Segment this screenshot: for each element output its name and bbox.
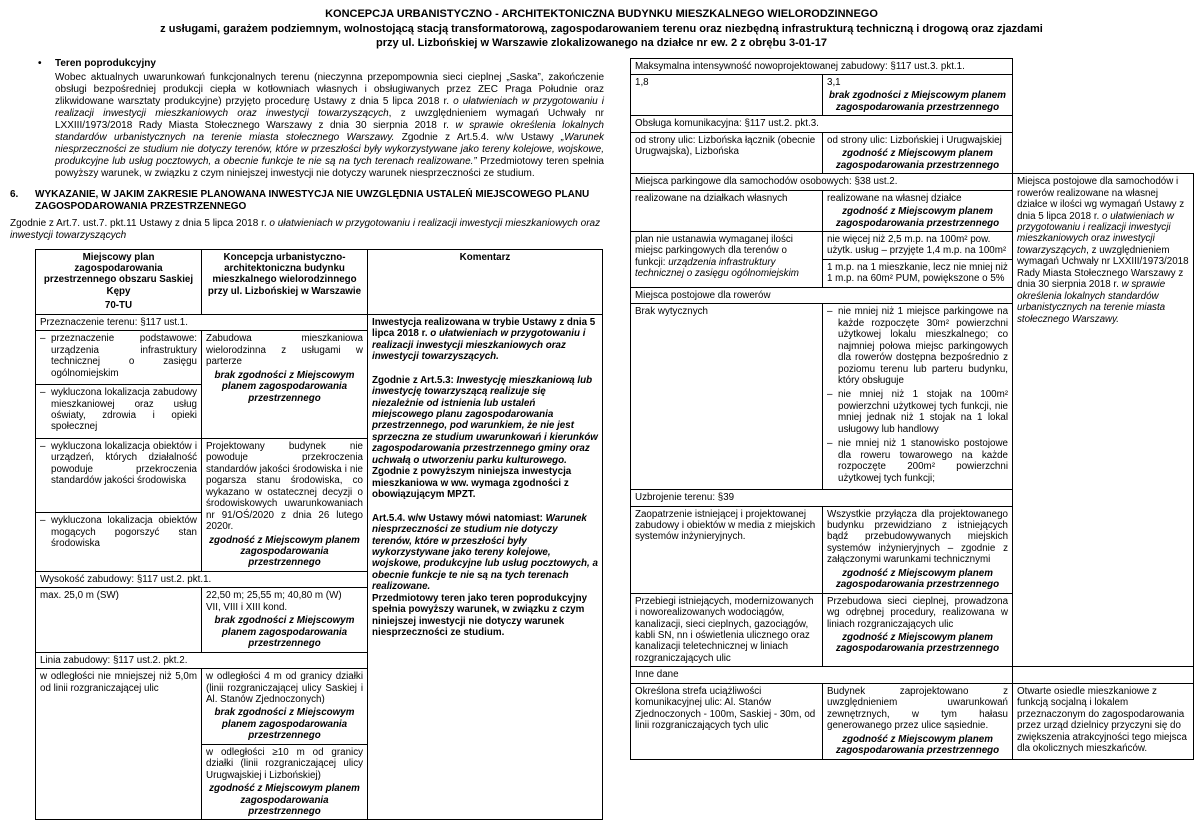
koncepcja-cell: [823, 132, 1013, 173]
section-label-rowery: Miejsca postojowe dla rowerów: [631, 287, 1013, 303]
komentarz-italic: o ułatwieniach w przygotowaniu i realizacji inwestycji mieszkaniowych oraz inwestycji towarzyszących: [1017, 210, 1174, 256]
table-row: [631, 132, 1194, 173]
koncepcja-heights: 22,50 m; 25,55 m; 40,80 m (W): [206, 590, 342, 602]
koncepcja-cell: [823, 683, 1013, 759]
section-row-intensywnosc: [631, 58, 1194, 74]
koncepcja-text: w odległości 4 m od granicy działki (linii rozgraniczającej ulicy Saskiej i Al. Stanów Zjednoczonych): [206, 671, 363, 705]
plan-requirement-cell: Brak wytycznych: [631, 304, 823, 490]
section-label-przeznaczenie: Przeznaczenie terenu: §117 ust.1.: [36, 314, 368, 330]
komentarz-italic: Inwestycję mieszkaniową lub inwestycję towarzyszącą realizuje się niezależnie od istnienia lub ustaleń miejscowego planu zagospodarowania przestrzennego, pod warunkiem, że nie jest sprzeczna ze studium uwarunkowań i kierunków zagospodarowania przestrzennego gminy oraz uchwałą o utworzeniu parku kulturowego.: [372, 374, 598, 466]
verdict-brak-zgodnosci: brak zgodności z Miejscowym planem zagospodarowania przestrzennego: [214, 707, 355, 742]
paragraph-text-2: , z uwzględnieniem wymagań Uchwały nr LXXIII/1973/2018 Rady Miasta Stołecznego Warszawy z dnia 30 sierpnia 2018 r.: [55, 107, 604, 131]
koncepcja-cell: [823, 75, 1013, 116]
komentarz-paragraph-2: [372, 375, 598, 467]
koncepcja-storeys: VII, VIII i XIII kond.: [206, 601, 288, 613]
komentarz-parkingowe-text: [1017, 176, 1189, 325]
verdict-zgodnosc: zgodność z Miejscowym planem zagospodarowania przestrzennego: [835, 632, 1000, 655]
section-row-parkingowe: [631, 174, 1194, 190]
table-header-row: [36, 249, 603, 314]
section-label-linia: Linia zabudowy: §117 ust.2. pkt.2.: [36, 652, 368, 668]
plan-requirement-cell: [36, 513, 202, 572]
plan-requirement-item: – wykluczona lokalizacja obiektów i urządzeń, których działalność powoduje przekroczenia standardów jakości środowiska: [40, 441, 197, 487]
komentarz-text: Inwestycja realizowana w trybie Ustawy z dnia 5 lipca 2018 r.: [372, 316, 596, 340]
plan-requirement-cell: [631, 190, 823, 231]
koncepcja-list-item: – nie mniej niż 1 miejsce parkingowe na każde rozpoczęte 30m² powierzchni użytkowej lokalu mieszkalnego; co najmniej połowa miejsc parkingowych dla rowerów dostępna bezpośrednio z poziomu terenu lub parteru budynku, który obsługuje: [827, 306, 1008, 386]
koncepcja-cell: nie więcej niż 2,5 m.p. na 100m² pow. użytk. usług – przyjęte 1,4 m.p. na 100m²: [823, 231, 1013, 259]
plan-requirement-text: plan nie ustanawia wymaganej ilości miejsc parkingowych dla terenów o funkcji:: [635, 233, 793, 268]
koncepcja-text: Wszystkie przyłącza dla projektowanego budynku przewidziano z istniejących bądź przebudowywanych miejskich systemów inżynieryjnych – zgodnie z załączonymi warunkami technicznymi: [827, 508, 1009, 566]
table-row: [631, 75, 1194, 116]
column-header-komentarz: Komentarz: [368, 249, 603, 314]
teren-poprodukcyjny-heading: [38, 58, 604, 70]
paragraph-text-3: Zgodnie z Art.5.4. w/w Ustawy: [394, 131, 561, 143]
plan-requirement-cell: Określona strefa uciążliwości komunikacyjnej ulic: Al. Stanów Zjednoczonych - 100m, Saskiej - 30m, od linii rozgraniczających tych ulic: [631, 683, 823, 759]
verdict-brak-zgodnosci: brak zgodności z Miejscowym planem zagospodarowania przestrzennego: [829, 90, 1006, 113]
teren-poprodukcyjny-paragraph: [55, 72, 604, 180]
section-6-number: 6.: [10, 188, 19, 200]
section-row-komunikacja: [631, 116, 1194, 132]
komentarz-inne-dane-cell: Otwarte osiedle mieszkaniowe z funkcją socjalną i lokalem przeznaczonym do zagospodarowania przez urząd dzielnicy przyczyni się do zwiększenia atrakcyjności tego miejsca dla okolicznych mieszkańców.: [1013, 683, 1194, 759]
teren-poprodukcyjny-title: Teren poprodukcyjny: [55, 57, 156, 69]
column-header-koncepcja: Koncepcja urbanistyczno-architektoniczna budynku mieszkalnego wielorodzinnego przy ul. Lizbońskiej w Warszawie: [202, 249, 368, 314]
komentarz-text: , z uwzględnieniem wymagań Uchwały nr LXXIII/1973/2018 Rady Miasta Stołecznego Warszawy z dnia 30 sierpnia 2018 r.: [1017, 244, 1189, 291]
header-line-2: z usługami, garażem podziemnym, wolnostojącą stacją transformatorową, zagospodarowaniem terenu oraz niezbędną infrastrukturą techniczną i drogową oraz zjazdami: [160, 22, 1043, 35]
verdict-zgodnosc: zgodność z Miejscowym planem zagospodarowania przestrzennego: [835, 567, 1000, 591]
section-label-komunikacja: Obsługa komunikacyjna: §117 ust.2. pkt.3.: [631, 116, 1013, 132]
table-row: [631, 683, 1194, 759]
komentarz-cell: [368, 314, 603, 820]
koncepcja-cell: [202, 588, 368, 652]
koncepcja-list-item: – nie mniej niż 1 stojak na 100m² powierzchni użytkowej tych funkcji, nie mniej jednak niż 1 stojak na 1 lokal usługowy lub handlowy: [827, 389, 1008, 435]
verdict-zgodnosc: zgodność z Miejscowym planem zagospodarowania przestrzennego: [209, 783, 360, 818]
plan-requirement-item: – wykluczona lokalizacja zabudowy mieszkaniowej oraz usług oświaty, zdrowia i opieki społecznej: [40, 387, 197, 433]
bullet-icon: •: [38, 57, 42, 69]
koncepcja-list-item: – nie mniej niż 1 stanowisko postojowe dla roweru towarowego na każde rozpoczęte 200m² powierzchni użytkowej tych funkcji;: [827, 438, 1008, 484]
document-header: [10, 7, 1193, 51]
verdict-zgodnosc: zgodność z Miejscowym planem zagospodarowania przestrzennego: [835, 733, 1000, 757]
komentarz-parkingowe-cell: [1013, 174, 1194, 667]
koncepcja-text: realizowane na własnej działce: [827, 192, 962, 204]
komentarz-empty-cell: [1013, 667, 1194, 683]
plan-header-text: Miejscowy plan zagospodarowania przestrzennego obszaru Saskiej Kępy: [43, 251, 194, 297]
mpzp-comparison-table-left: [35, 249, 603, 821]
verdict-brak-zgodnosci: brak zgodności z Miejscowym planem zagospodarowania przestrzennego: [214, 369, 355, 404]
komentarz-text: Art.5.4. w/w Ustawy mówi natomiast:: [372, 512, 546, 524]
column-header-plan: [36, 249, 202, 314]
plan-requirement-cell: od strony ulic: Lizbońska łącznik (obecnie Urugwajska), Lizbońska: [631, 132, 823, 173]
komentarz-italic: o ułatwieniach w przygotowaniu i realizacji inwestycji mieszkaniowych oraz inwestycji towarzyszących.: [372, 328, 586, 363]
empty-area: [1013, 58, 1194, 74]
empty-area: [1013, 132, 1194, 173]
paragraph-italic-2: w sprawie określenia lokalnych standardów urbanistycznych na terenie miasta stołecznego Warszawy.: [55, 119, 604, 143]
plan-requirement-cell: [36, 669, 202, 820]
header-line-1: KONCEPCJA URBANISTYCZNO - ARCHITEKTONICZNA BUDYNKU MIESZKALNEGO WIELORODZINNEGO: [325, 8, 878, 20]
koncepcja-cell: [202, 438, 368, 571]
komentarz-italic: w sprawie określenia lokalnych standardów urbanistycznych na terenie miasta stołecznego Warszawy.: [1017, 279, 1166, 325]
komentarz-text: Zgodnie z Art.5.3:: [372, 374, 457, 386]
section-label-intensywnosc: Maksymalna intensywność nowoprojektowanej zabudowy: §117 ust.3. pkt.1.: [631, 58, 1013, 74]
section-6-heading: [10, 189, 604, 213]
verdict-zgodnosc: zgodność z Miejscowym planem zagospodarowania przestrzennego: [209, 534, 360, 569]
section-row-inne-dane: [631, 667, 1194, 683]
paragraph-quote: „Warunek niesprzeczności ze studium nie dotyczy terenów, które w przeszłości były wykorzystywane jako tereny kolejowe, wojskowe, produkcyjne lub usług pocztowych, a obecnie funkcje te nie są na tych terenach realizowane.”: [55, 131, 605, 167]
koncepcja-cell: 1 m.p. na 1 mieszkanie, lecz nie mniej niż 1 m.p. na 60m² PUM, powiększone o 5%: [823, 259, 1013, 287]
section-label-uzbrojenie: Uzbrojenie terenu: §39: [631, 490, 1013, 506]
left-column: [10, 58, 604, 821]
intro-plain-text: Zgodnie z Art.7. ust.7. pkt.11 Ustawy z dnia 5 lipca 2018 r.: [10, 217, 270, 229]
plan-requirement-item: – wykluczona lokalizacja obiektów mogących pogorszyć stan środowiska: [40, 515, 197, 549]
plan-requirement-cell: max. 25,0 m (SW): [36, 588, 202, 652]
plan-requirement-cell: [631, 231, 823, 287]
plan-requirement-cell: Przebiegi istniejących, modernizowanych i noworealizowanych wodociągów, kanalizacji, sieci cieplnych, gazociągów, kabli SN, nn i oświetlenia ulicznego oraz kanalizacji teletechnicznej w liniach rozgraniczających ulic: [631, 593, 823, 667]
koncepcja-cell: [823, 190, 1013, 231]
koncepcja-text: Budynek zaprojektowano z uwzględnieniem uwarunkowań zewnętrznych, w tym hałasu generowanego przez ulice sąsiednie.: [827, 685, 1009, 732]
paragraph-italic-1: o ułatwieniach w przygotowaniu i realizacji inwestycji mieszkaniowych oraz inwestycji towarzyszących: [55, 95, 604, 119]
plan-requirement-item: – przeznaczenie podstawowe: urządzenia infrastruktury technicznej o zasięgu ogólnomiejskim: [40, 333, 197, 379]
koncepcja-cell: [823, 506, 1013, 593]
koncepcja-text: w odległości ≥10 m od granicy działki (linii rozgraniczającej ulicy Urugwajskiej i Lizbońskiej): [206, 746, 363, 781]
koncepcja-cell: [823, 304, 1013, 490]
right-column: [630, 58, 1193, 760]
komentarz-paragraph-5: Przedmiotowy teren jako teren poprodukcyjny spełnia powyższy warunek, w związku z czym niniejszej inwestycji nie dotyczy warunek niesprzeczności ze studium.: [372, 592, 588, 639]
verdict-zgodnosc: zgodność z Miejscowym planem zagospodarowania przestrzennego: [835, 206, 1000, 229]
plan-requirement-cell: [36, 385, 202, 439]
paragraph-text-1: Wobec aktualnych uwarunkowań funkcjonalnych terenu (nieczynna przepompownia sieci cieplnej „Saska”, zakończenie obsługi bezpośredniej produkcji ciepła w kotłowniach własnych i obsługiwanych przez ZEC Praga Południe oraz zlikwidowane warsztaty produkcyjne) przyjęto procedurę Ustawy z dnia 5 lipca 2018 r.: [55, 71, 604, 107]
content-columns: [10, 58, 1193, 821]
koncepcja-cell: [202, 331, 368, 439]
mpzp-comparison-table-right: [630, 58, 1194, 760]
plan-requirement-text: realizowane na działkach własnych: [635, 192, 788, 204]
plan-requirement-text: w odległości nie mniejszej niż 5,0m od linii rozgraniczającej ulic: [40, 671, 197, 694]
koncepcja-value: 3,1: [827, 77, 841, 88]
komentarz-text: Miejsca postojowe dla samochodów i rowerów realizowane na własnej działce w ilości wg wymagań Ustawy z dnia 5 lipca 2018 r.: [1017, 176, 1185, 222]
koncepcja-text: od strony ulic: Lizbońskiej i Urugwajskiej: [827, 134, 1002, 146]
komentarz-paragraph-1: [372, 317, 598, 363]
verdict-zgodnosc: zgodność z Miejscowym planem zagospodarowania przestrzennego: [835, 148, 1000, 171]
paragraph-text-4: Przedmiotowy teren spełnia powyższy warunek, w związku z czym niniejszej inwestycji nie dotyczy warunek niesprzeczności ze studium.: [55, 155, 604, 179]
section-label-wysokosc: Wysokość zabudowy: §117 ust.2. pkt.1.: [36, 571, 368, 587]
koncepcja-cell: [202, 744, 368, 820]
section-row-przeznaczenie: [36, 314, 603, 330]
section-label-parkingowe: Miejsca parkingowe dla samochodów osobowych: §38 ust.2.: [631, 174, 1013, 190]
verdict-brak-zgodnosci: brak zgodności z Miejscowym planem zagospodarowania przestrzennego: [214, 615, 355, 650]
plan-requirement-italic: urządzenia infrastruktury technicznej o zasięgu ogólnomiejskim: [635, 256, 799, 280]
plan-value-cell: 1,8: [631, 75, 823, 116]
empty-area: [1013, 75, 1194, 116]
section-label-inne-dane: Inne dane: [631, 667, 1013, 683]
koncepcja-text: Projektowany budynek nie powoduje przekroczenia standardów jakości środowiska i nie pogarsza stanu środowiska, co wykazano w ostatecznej decyzji o środowiskowych uwarunkowaniach nr 91/OŚ/2020 z dnia 26 lutego 2020r.: [206, 440, 363, 533]
section-6-title: WYKAZANIE, W JAKIM ZAKRESIE PLANOWANA INWESTYCJA NIE UWZGLĘDNIA USTALEŃ MIEJSCOWEGO PLANU ZAGOSPODAROWANIA PRZESTRZENNEGO: [35, 188, 590, 212]
koncepcja-cell: [202, 669, 368, 745]
plan-requirement-cell: Zaopatrzenie istniejącej i projektowanej zabudowy i obiektów w media z miejskich systemów inżynieryjnych.: [631, 506, 823, 593]
intro-italic-text: o ułatwieniach w przygotowaniu i realizacji inwestycji mieszkaniowych oraz inwestycji towarzyszących: [10, 217, 601, 241]
koncepcja-text: Zabudowa mieszkaniowa wielorodzinna z usługami w parterze: [206, 333, 363, 368]
plan-requirement-cell: [36, 438, 202, 512]
komentarz-paragraph-4: [372, 513, 598, 593]
header-line-3: przy ul. Lizbońskiej w Warszawie zlokalizowanego na działce nr ew. 2 z obrębu 3-01-17: [376, 37, 827, 50]
plan-zone-code: 70-TU: [104, 300, 133, 312]
empty-area: [1013, 116, 1194, 132]
komentarz-paragraph-3: Zgodnie z powyższym niniejsza inwestycja mieszkaniowa w ww. wymaga zgodności z obowiązującym MPZT.: [372, 466, 572, 501]
komentarz-italic: Warunek niesprzeczności ze studium nie dotyczy terenów, które w przeszłości były wykorzystywane jako tereny kolejowe, wojskowe, produkcyjne lub usług pocztowych, a obecnie funkcje te nie są na tych terenach realizowane.: [372, 512, 598, 593]
plan-requirement-cell: [36, 331, 202, 385]
section-6-intro: [10, 218, 604, 242]
koncepcja-text: Przebudowa sieci cieplnej, prowadzona wg odrębnej procedury, realizowana w liniach rozgraniczających ulic: [827, 595, 1009, 630]
koncepcja-cell: [823, 593, 1013, 667]
